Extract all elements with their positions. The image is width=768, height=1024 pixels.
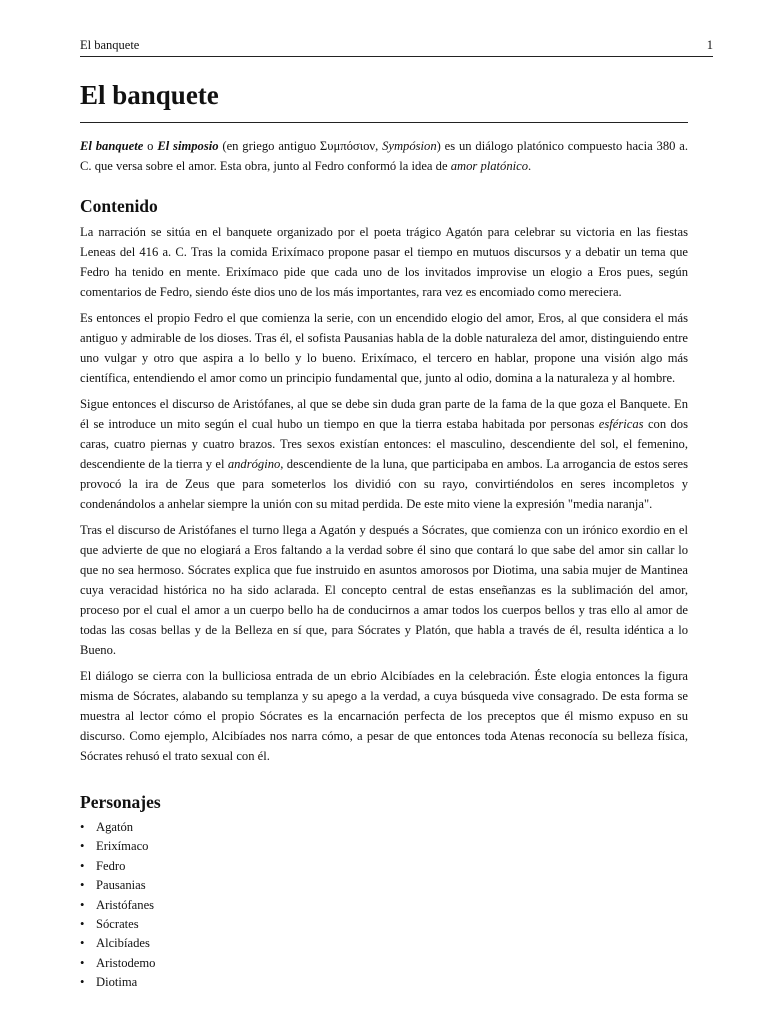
intro-term: amor platónico: [450, 159, 529, 173]
list-item: [80, 818, 688, 837]
list-item: [80, 915, 688, 934]
intro-connector: o: [143, 139, 158, 153]
intro-text: ) es un diálogo platónico compuesto hacia 380 a. C. que versa sobre el amor. Esta obra, junto al Fedro conformó la idea de: [80, 139, 689, 173]
intro-title-2: El simposio: [157, 139, 219, 153]
list-item-label: Aristófanes: [96, 897, 155, 912]
list-item: [80, 837, 688, 856]
bullet-icon: •: [80, 897, 85, 912]
intro-transliteration: Sympósion: [382, 139, 437, 153]
article-title: El banquete: [80, 78, 688, 123]
running-header-title: El banquete: [80, 38, 140, 52]
section-heading-personajes: Personajes: [80, 792, 161, 812]
paragraph-3: [80, 394, 688, 514]
list-item: [80, 973, 688, 992]
section-heading-contenido: Contenido: [80, 196, 158, 216]
bullet-icon: •: [80, 975, 85, 990]
list-item-label: Aristodemo: [96, 955, 156, 970]
paragraph-3-italic-1: esféricas: [598, 417, 644, 431]
list-item: [80, 857, 688, 876]
list-item-label: Erixímaco: [96, 839, 149, 854]
paragraph-1: La narración se sitúa en el banquete organizado por el poeta trágico Agatón para celebrar su victoria en las fiestas Leneas del 416 a. C. Tras la comida Erixímaco propone pasar el tiempo en mutuos discursos y a debatir un tema que Fedro ha tenido en mente. Erixímaco pide que cada uno de los invitados improvise un elogio a Eros pues, según comentarios de Fedro, siendo éste dios uno de los más importantes, rara vez es encomiado como mereciera.: [80, 225, 688, 299]
paragraph-3-text-b: con dos caras, cuatro piernas y cuatro brazos. Tres sexos existían entonces: el masculino, descendiente del sol, el femenino, descendiente de la tierra y el: [80, 417, 688, 471]
bullet-icon: •: [80, 936, 85, 951]
bullet-icon: •: [80, 955, 85, 970]
page-number: 1: [706, 38, 713, 52]
bullet-icon: •: [80, 820, 85, 834]
paragraph-3-italic-2: andrógino: [227, 457, 281, 471]
intro-end: .: [528, 159, 532, 173]
bullet-icon: •: [80, 858, 85, 873]
bullet-icon: •: [80, 839, 85, 854]
intro-paragraph: [80, 136, 688, 176]
characters-list: [80, 818, 688, 993]
article-body: [80, 78, 688, 993]
list-item: [80, 896, 688, 915]
list-item: [80, 934, 688, 953]
intro-title-1: El banquete: [80, 139, 144, 153]
paragraph-4: Tras el discurso de Aristófanes el turno llega a Agatón y después a Sócrates, que comienza con un irónico exordio en el que advierte de que no elogiará a Eros faltando a la verdad sobre él sino que contará lo que sabe del amor sin callar lo que no sea hermoso. Sócrates explica que fue instruido en asuntos amorosos por Diotima, una sabia mujer de Mantinea cuya veracidad histórica no ha sido aclarada. El concepto central de estas enseñanzas es la sublimación del amor, proceso por el cual el amor a un cuerpo bello ha de conducirnos a amar todos los cuerpos bellos y tras ello al amor de todas las cosas bellas y de la Belleza en sí que, para Sócrates y Platón, que habla a través de él, resulta idéntica a lo Bueno.: [80, 523, 688, 657]
paragraph-3-text-a: Sigue entonces el discurso de Aristófanes, al que se debe sin duda gran parte de la fama de la que goza el Banquete. En él se introduce un mito según el cual hubo un tiempo en que la tierra estaba habitada por personas: [80, 397, 688, 431]
paragraph-3-text-c: , descendiente de la luna, que participaba en ambos. La arrogancia de estos seres provocó la ira de Zeus que para someterlos los dividió con su rayo, convirtiéndolos en seres incompletos y condenándolos a anhelar siempre la unión con su mitad perdida. De este mito viene la expresión "media naranja".: [80, 457, 688, 511]
list-item-label: Alcibíades: [96, 936, 150, 951]
intro-greek: (en griego antiguo Συμπόσιον,: [218, 139, 383, 153]
bullet-icon: •: [80, 917, 85, 932]
list-item-label: Diotima: [96, 975, 138, 990]
list-item-label: Sócrates: [96, 917, 139, 932]
bullet-icon: •: [80, 878, 85, 893]
running-header: [80, 36, 713, 57]
list-item-label: Agatón: [96, 820, 134, 834]
list-item-label: Fedro: [96, 858, 126, 873]
list-item: [80, 954, 688, 973]
paragraph-2: Es entonces el propio Fedro el que comienza la serie, con un encendido elogio del amor, Eros, al que considera el más antiguo y admirable de los dioses. Tras él, el sofista Pausanias habla de la doble naturaleza del amor, distinguiendo entre uno vulgar y otro que aspira a lo bello y lo bueno. Erixímaco, el tercero en hablar, propone una visión algo más científica, entendiendo el amor como un principio fundamental que, junto al odio, domina a la naturaleza y al hombre.: [80, 311, 688, 385]
paragraph-5: El diálogo se cierra con la bulliciosa entrada de un ebrio Alcibíades en la celebración. Éste elogia entonces la figura misma de Sócrates, alabando su templanza y su apego a la verdad, a cuya búsqueda vive consagrado. De esta forma se muestra al lector cómo el propio Sócrates es la encarnación perfecta de los preceptos que él mismo expuso en su discurso. Como ejemplo, Alcibíades nos narra cómo, a pesar de que entonces toda Atenas reconocía su belleza física, Sócrates rehusó el trato sexual con él.: [80, 669, 688, 763]
list-item: [80, 876, 688, 895]
list-item-label: Pausanias: [96, 878, 146, 893]
